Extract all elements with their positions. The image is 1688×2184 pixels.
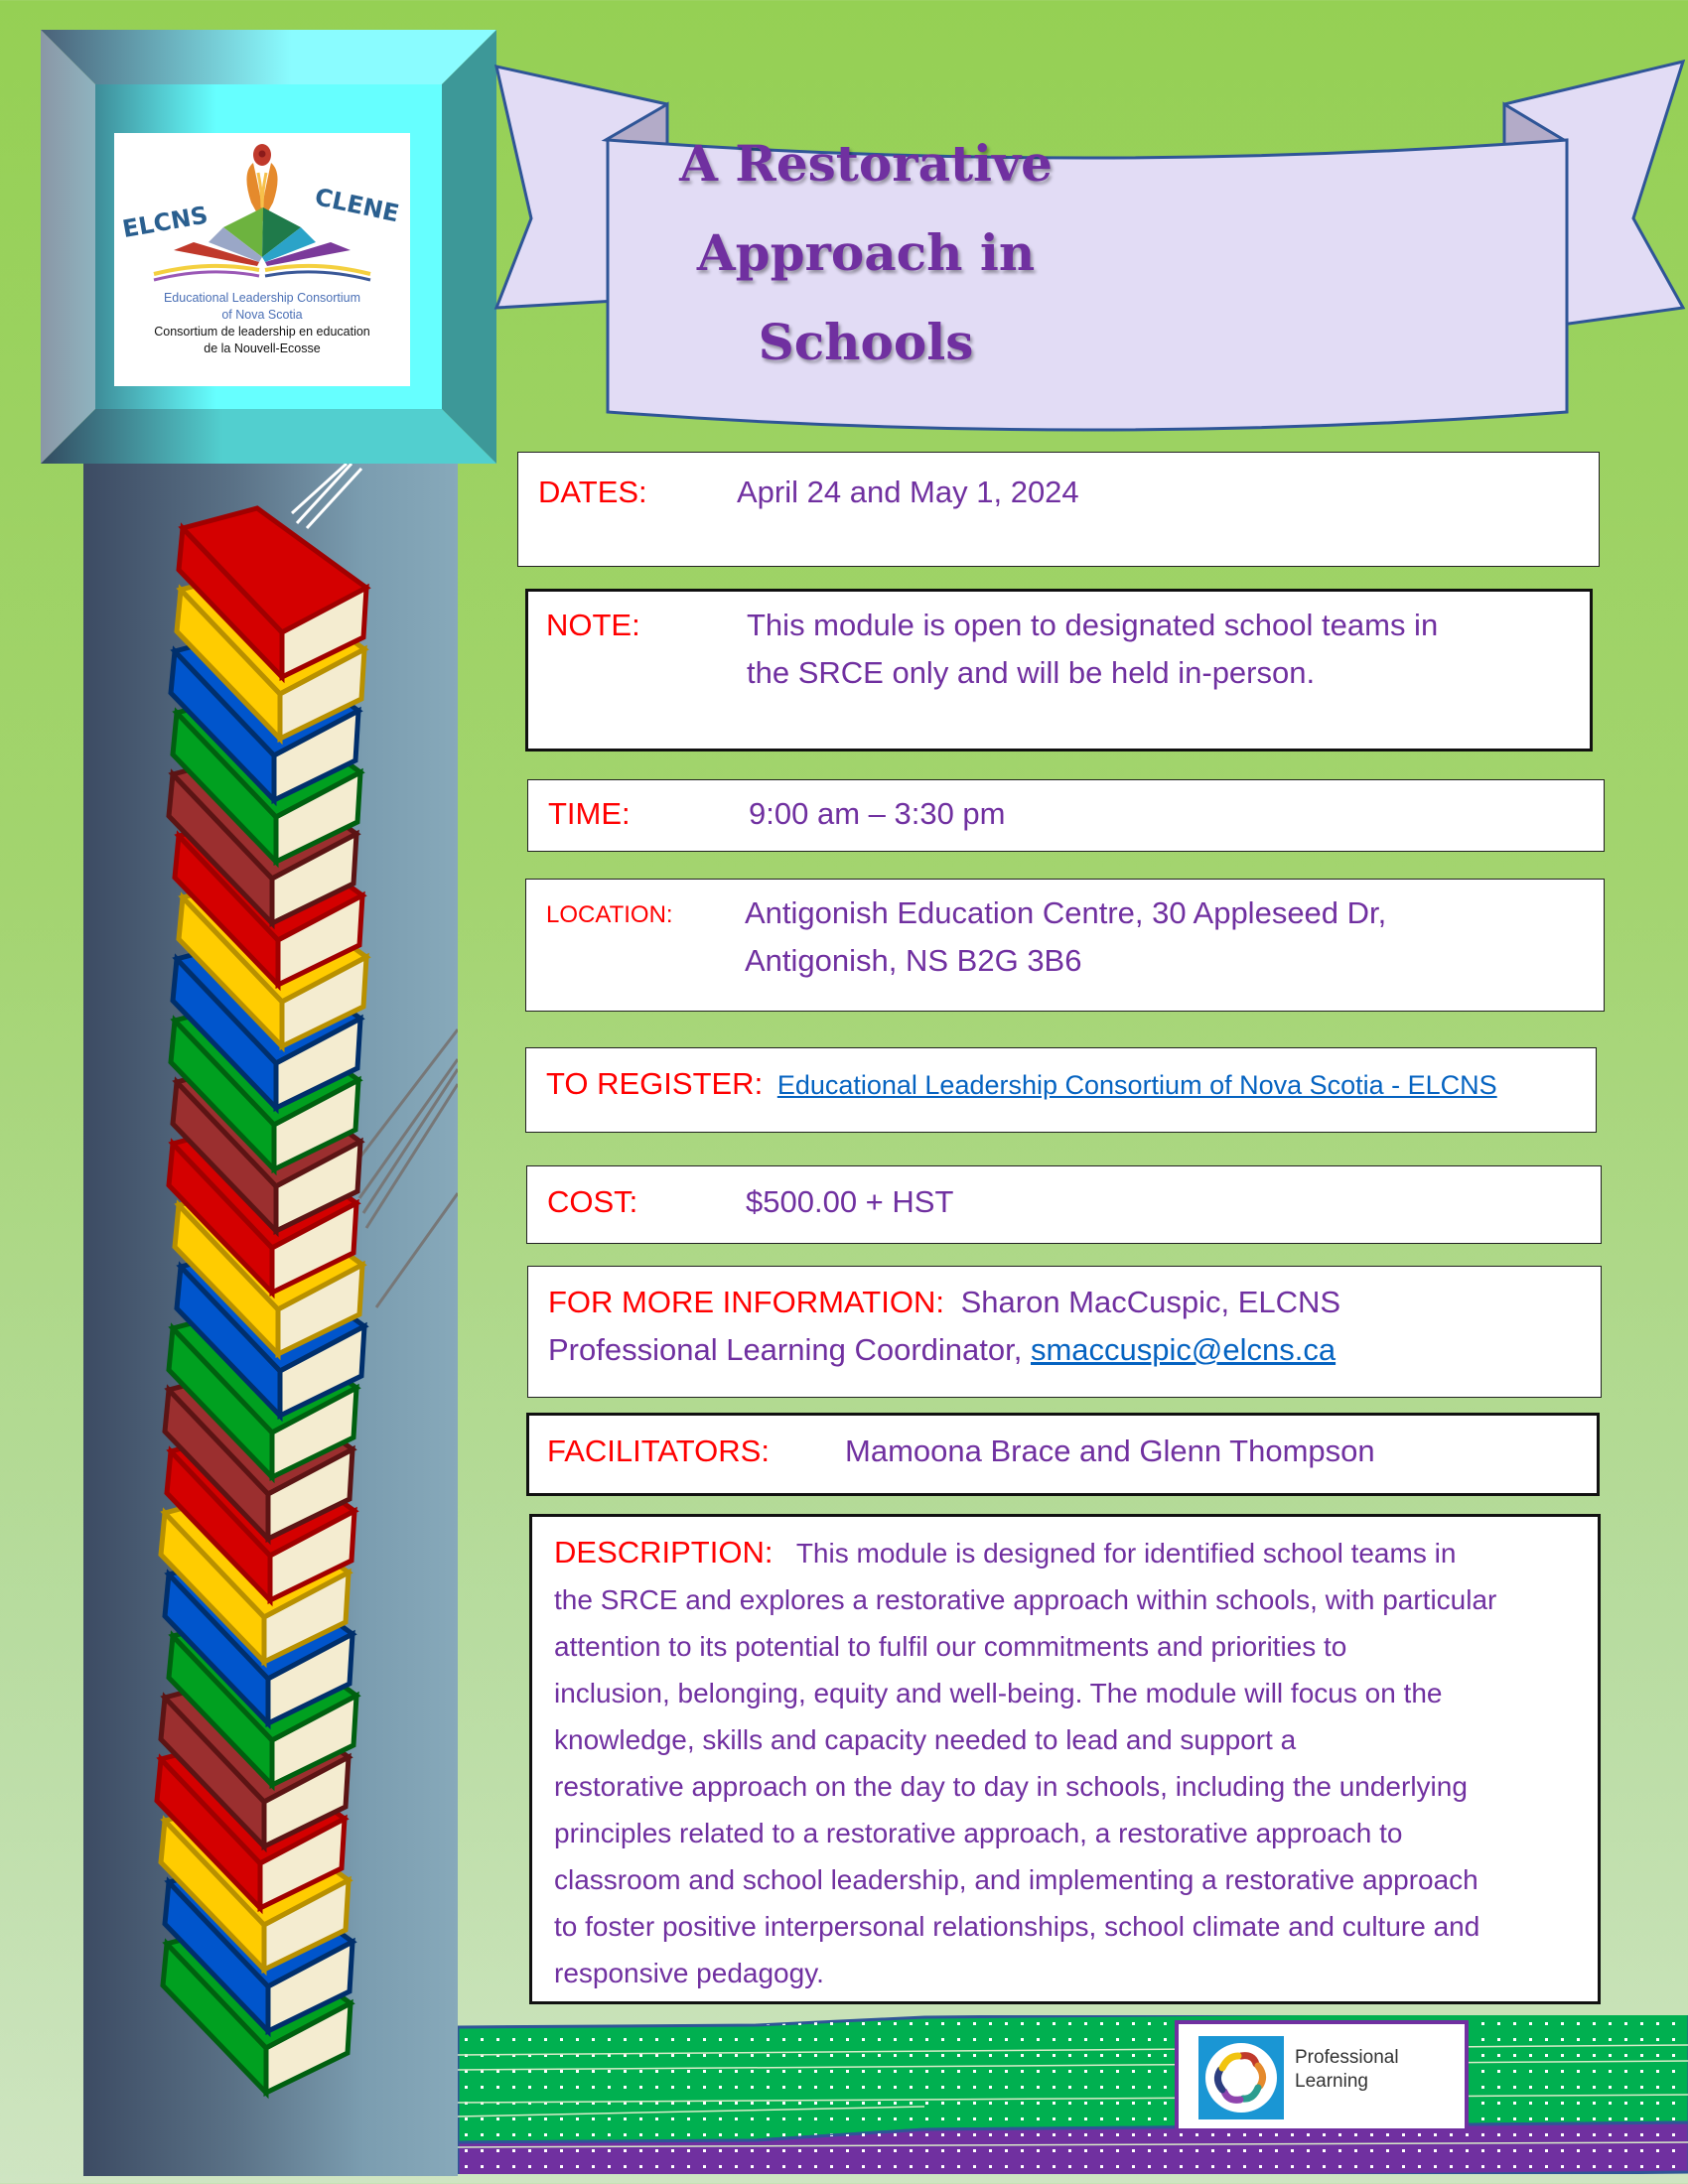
professional-learning-badge [1175,2020,1469,2132]
location-line-2: Antigonish, NS B2G 3B6 [745,943,1082,978]
register-link[interactable]: Educational Leadership Consortium of Nova Scotia - ELCNS [776,1070,1497,1100]
facilitators-label: FACILITATORS: [547,1433,770,1468]
email-link[interactable]: smaccuspic@elcns.ca [1030,1332,1336,1367]
facilitators-value: Mamoona Brace and Glenn Thompson [845,1433,1375,1468]
facilitators-box [526,1413,1600,1496]
more-info-role: Professional Learning Coordinator, [548,1332,1023,1367]
time-value: 9:00 am – 3:30 pm [749,796,1006,831]
description-box [529,1514,1601,2004]
dates-box [517,452,1600,567]
dates-label: DATES: [538,475,647,509]
page-title: A Restorative Approach in Schools [679,134,1053,371]
book-stack-illustration-icon [83,464,458,2176]
time-box [527,779,1605,852]
cost-label: COST: [547,1184,638,1219]
open-book-logo-icon [114,133,410,292]
svg-text:CLENE: CLENE [312,183,402,228]
dates-value: April 24 and May 1, 2024 [737,475,1079,509]
logo-org-name-fr-2: de la Nouvell-Ecosse [204,341,321,355]
people-circle-icon [1198,2036,1284,2119]
more-info-box [527,1266,1602,1398]
decorative-ribbon-bands [458,2015,1688,2174]
cost-box [526,1165,1602,1244]
svg-text:ELCNS: ELCNS [120,201,211,244]
note-line-1: This module is open to designated school teams in [747,608,1439,642]
logo-org-name-en-2: of Nova Scotia [221,308,303,322]
logo-org-name-fr: Consortium de leadership en education [154,325,370,339]
time-label: TIME: [548,796,631,831]
location-label: LOCATION: [546,901,673,928]
note-box [525,589,1593,751]
description-label: DESCRIPTION: [554,1535,774,1570]
more-info-contact: Sharon MacCuspic, ELCNS [960,1285,1341,1319]
note-label: NOTE: [546,608,640,642]
cost-value: $500.00 + HST [746,1184,954,1219]
note-line-2: the SRCE only and will be held in-person. [747,655,1316,690]
location-box [525,879,1605,1012]
description-text: DESCRIPTION: This module is designed for identified school teams in the SRCE and explores a restorative approach within schools, with particular attention to its potential to fulfil our commitments and priorities to inclusion, belonging, equity and well-being. The module will focus on the knowledge, skills and capacity needed to lead and support a restorative approach on the day to day in schools, including the underlying principles related to a restorative approach, a restorative approach to classroom and school leadership, and implementing a restorative approach to foster positive interpersonal relationships, school climate and culture and responsive pedagogy. [554,1535,1497,1988]
logo-org-name-en: Educational Leadership Consortium [163,291,361,305]
register-box [525,1047,1597,1133]
elcns-logo [114,133,410,386]
location-line-1: Antigonish Education Centre, 30 Appleseed Dr, [745,895,1387,930]
register-label: TO REGISTER: [546,1066,764,1101]
badge-line-2: Learning [1295,2071,1368,2092]
book-stack-column [83,464,458,2176]
badge-line-1: Professional [1295,2047,1399,2068]
more-info-label: FOR MORE INFORMATION: [548,1285,944,1319]
